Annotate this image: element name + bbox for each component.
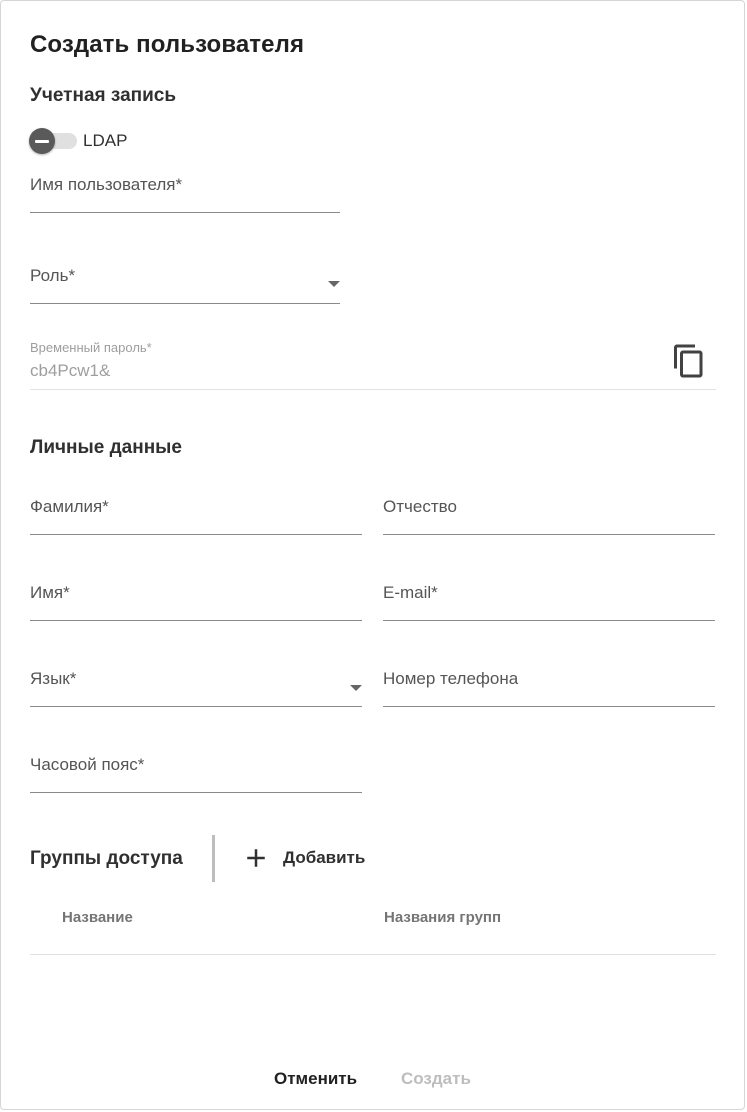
add-group-label: Добавить xyxy=(283,848,366,867)
first-name-label: Имя* xyxy=(30,583,70,602)
copy-icon xyxy=(671,343,707,379)
language-label: Язык* xyxy=(30,669,77,688)
temp-password-label: Временный пароль* xyxy=(30,340,152,355)
table-divider xyxy=(30,954,716,955)
add-group-button[interactable] xyxy=(241,841,365,875)
ldap-toggle[interactable] xyxy=(29,128,79,154)
column-header-group-names[interactable]: Названия групп xyxy=(384,909,502,926)
last-name-field[interactable] xyxy=(30,491,362,535)
language-select[interactable] xyxy=(30,663,362,707)
role-label: Роль* xyxy=(30,266,76,285)
timezone-select[interactable] xyxy=(30,749,362,793)
create-button[interactable]: Создать xyxy=(401,1069,471,1088)
access-groups-section-title: Группы доступа xyxy=(30,848,183,869)
minus-icon xyxy=(35,140,49,143)
username-label: Имя пользователя* xyxy=(30,175,183,194)
dialog-title: Создать пользователя xyxy=(30,31,305,58)
username-field[interactable] xyxy=(30,169,340,213)
phone-label: Номер телефона xyxy=(383,669,519,688)
temp-password-field[interactable] xyxy=(30,335,716,390)
copy-password-button[interactable] xyxy=(671,343,707,379)
account-section-title: Учетная запись xyxy=(30,85,177,106)
phone-field[interactable] xyxy=(383,663,715,707)
last-name-label: Фамилия* xyxy=(30,497,109,516)
chevron-down-icon xyxy=(328,281,340,287)
personal-section-title: Личные данные xyxy=(30,437,182,458)
column-header-name[interactable]: Название xyxy=(62,909,133,926)
middle-name-label: Отчество xyxy=(383,497,457,516)
email-field[interactable] xyxy=(383,577,715,621)
plus-icon xyxy=(241,843,271,873)
email-label: E-mail* xyxy=(383,583,438,602)
first-name-field[interactable] xyxy=(30,577,362,621)
temp-password-value: cb4Pcw1& xyxy=(30,361,111,380)
cancel-button[interactable]: Отменить xyxy=(274,1069,358,1088)
ldap-toggle-thumb xyxy=(29,128,55,154)
section-divider xyxy=(212,835,215,882)
timezone-label: Часовой пояс* xyxy=(30,755,145,774)
ldap-label: LDAP xyxy=(83,131,128,150)
chevron-down-icon xyxy=(350,685,362,691)
role-select[interactable] xyxy=(30,259,340,304)
middle-name-field[interactable] xyxy=(383,491,715,535)
